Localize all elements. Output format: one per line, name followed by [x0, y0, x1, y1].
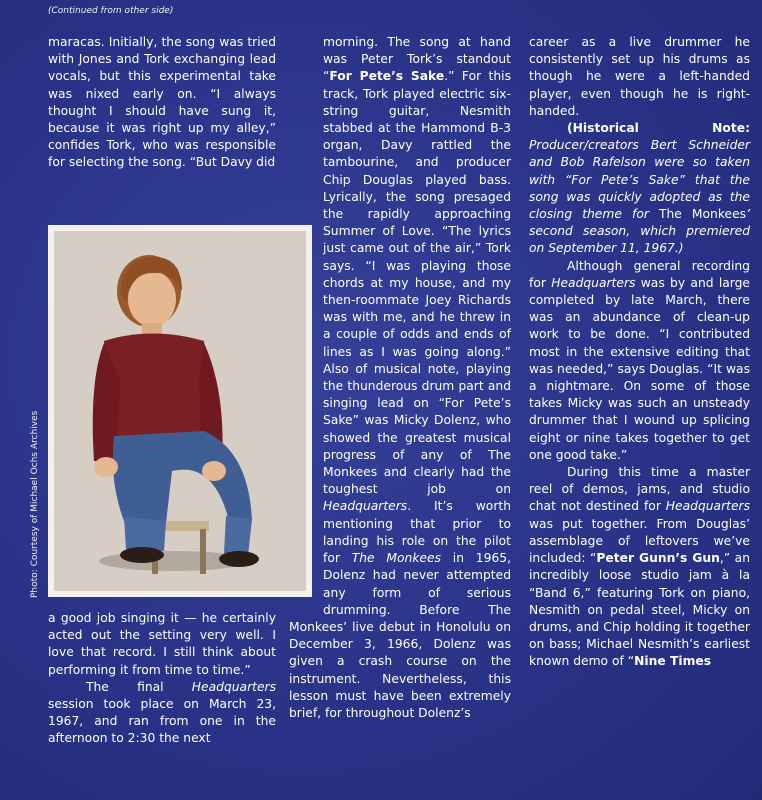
col3-paragraph-3	[529, 464, 750, 670]
col3-note-a: Producer/creators Bert Schneider and Bob Rafelson were so taken with “For Pete’s Sake” that the song was quickly adopted as the closing theme for	[529, 138, 750, 222]
col2-em2: The Monkees	[351, 551, 441, 566]
column-2-text	[289, 34, 511, 722]
col2-b: .” For this track, Tork played electric six-string guitar, Nesmith stabbed at the Hammond B-3 organ, Davy rattled the tambourine, and producer Chip Douglas played bass. Lyrically, the song presaged the rapidly approaching Summer of Love. “The lyrics just came out of the air,” Tork says. “I was playing those chords at my house, and my then-roommate Joey Richards was with me, and he threw in a couple of odds and ends of lines as I was going along.” Also of musical note, playing the thunderous drum part and singing lead on “For Pete’s Sake” was Micky Dolenz, who showed the greatest musical progress of any of The Monkees and clearly had the toughest job on	[323, 69, 511, 497]
col2-d: in 1965, Dolenz had never attempted any form of serious drumming. Before The Monkees’ live debut in Honolulu on December 3, 1966, Dolenz was given a crash course on the instrument. Nevertheless, this lesson must have been extremely brief, for throughout Dolenz’s	[289, 551, 511, 720]
col3-p2-a: Although general recording for	[529, 258, 750, 290]
col2-paragraph	[289, 34, 511, 722]
photo-frame	[48, 225, 312, 597]
col1-final-b: session took place on March 23, 1967, and ran from one in the afternoon to 2:30 the next	[48, 697, 276, 746]
col1-final-em: Headquarters	[191, 679, 276, 694]
col1-paragraph-top: maracas. Initially, the song was tried with Jones and Tork exchanging lead vocals, but this experimental take was nixed early on. “I always thought I should have sung it, because it was right up my alley,” confides Tork, who was responsible for selecting the song. “But Davy did	[48, 35, 276, 170]
col1-final-a: The final	[86, 679, 192, 694]
col3-p3-b: was put together. From Douglas’ assemblage of leftovers we’ve included: “	[529, 516, 750, 566]
column-1	[48, 34, 276, 172]
col2-song: For Pete’s Sake	[329, 69, 445, 84]
column-3	[529, 34, 750, 671]
col3-paragraph-2	[529, 258, 750, 464]
col3-p3-song2: Nine Times	[634, 654, 712, 669]
col3-note-show: The Monkees	[658, 207, 747, 222]
col3-p3-a: During this time a master reel of demos, jams, and studio chat not destined for	[529, 465, 750, 514]
col1-paragraph-bottom: a good job singing it — he certainly acted out the setting very well. I love that record. I still think about performing it from time to time.”	[48, 611, 276, 677]
col3-p3-c: ,” an incredibly loose studio jam à la “Band 6,” featuring Tork on piano, Nesmith on pedal steel, Micky on drums, and Chip holding it together on bass; Michael Nesmith’s earliest known demo of “	[529, 551, 750, 669]
col3-p3-song1: Peter Gunn’s Gun	[596, 551, 720, 566]
col2-em1: Headquarters	[323, 499, 408, 514]
photo-credit: Photo: Courtesy of Michael Ochs Archives	[30, 410, 40, 598]
col3-paragraph-1: career as a live drummer he consistently set up his drums as though he were a left-handed player, even though he is right-handed.	[529, 35, 750, 118]
col1-paragraph-final	[48, 679, 276, 748]
col3-note-b: ’ second season, which premiered on September 11, 1967.)	[529, 207, 750, 256]
photo-illustration	[54, 231, 306, 591]
col2-a: morning. The song at hand was Peter Tork’s standout “	[323, 35, 511, 84]
col3-p2-b: was by and large completed by late March, there was an abundance of clean-up work to be done. “I contributed most in the extensive editing that was needed,” says Douglas. “It was a nightmare. On some of those takes Micky was such an unsteady drummer that I wound up splicing eight or nine takes together to get one good take.”	[529, 275, 750, 462]
col3-p2-em: Headquarters	[551, 275, 636, 290]
continued-note: (Continued from other side)	[48, 6, 174, 16]
col2-c: . It’s worth mentioning that prior to landing his role on the pilot for	[323, 499, 511, 566]
col3-historical-note	[529, 120, 750, 258]
column-1-lower	[48, 610, 276, 748]
col3-p3-em: Headquarters	[665, 499, 750, 514]
col3-note-label: (Historical Note:	[567, 121, 750, 136]
photo-peter-tork	[54, 231, 306, 591]
